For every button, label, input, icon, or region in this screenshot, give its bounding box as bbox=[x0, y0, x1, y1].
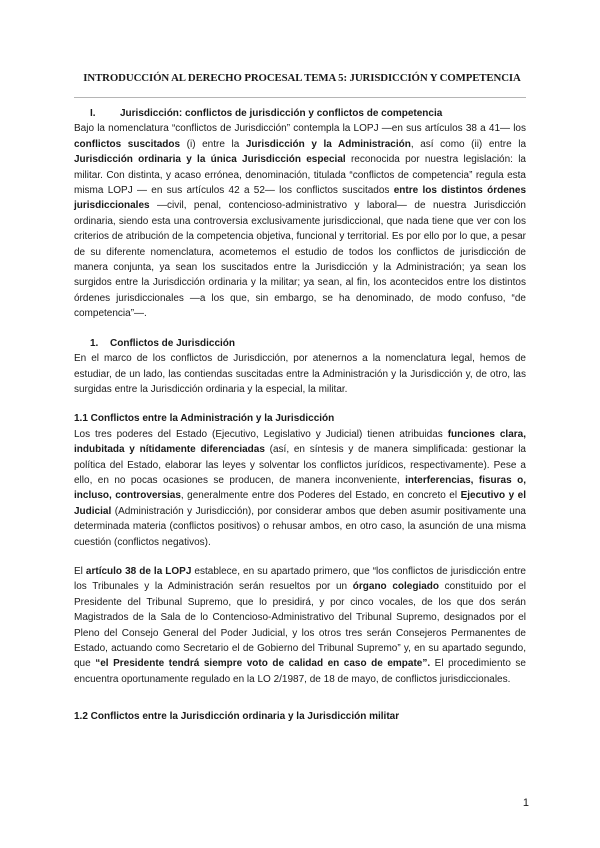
text-run: (así, en síntesis y de manera simplificada: gestionar la política del Estado, elaborar las leyes y solventar los conflictos jurídicos, respectivamente). Pese a ello, en no pocas ocasiones se producen, de manera inconveniente, bbox=[74, 444, 526, 486]
spacer bbox=[74, 550, 526, 564]
bold-run: entre los distintos órdenes jurisdiccionales bbox=[74, 185, 526, 212]
spacer bbox=[74, 397, 526, 411]
bold-run: “el Presidente tendrá siempre voto de calidad en caso de empate”. bbox=[95, 658, 431, 670]
document-body bbox=[74, 106, 526, 725]
bold-run: interferencias, fisuras o, incluso, controversias bbox=[74, 474, 526, 502]
text-run: Los tres poderes del Estado (Ejecutivo, Legislativo y Judicial) tienen atribuidas bbox=[74, 428, 448, 440]
bold-run: órgano colegiado bbox=[352, 581, 439, 593]
subsection-heading-administracion-jurisdiccion: 1.1 Conflictos entre la Administración y la Jurisdicción bbox=[74, 413, 335, 425]
page-number: 1 bbox=[522, 797, 529, 809]
paragraph-articulo-38 bbox=[74, 564, 526, 687]
text-run: (Administración y Jurisdicción), por considerar ambos que deben asumir positivamente una determinada materia (conflictos positivos) o rehusar ambos, en otro caso, la asunción de una misma cuestión (conflictos negativos). bbox=[74, 505, 526, 548]
text-run: reconocida por nuestra legislación: la militar. Con distinta, y acaso errónea, denominación, titulada “conflictos de competencia” regula esta misma LOPJ — en sus artículos 42 a 52— los conflictos suscitados bbox=[74, 154, 526, 197]
section-number: 1. bbox=[90, 337, 99, 349]
bold-run: Jurisdicción y la Administración bbox=[245, 138, 411, 150]
section-title: Conflictos de Jurisdicción bbox=[110, 337, 236, 349]
text-run: Bajo la nomenclatura “conflictos de Jurisdicción” contempla la LOPJ —en sus artículos 38 a 41— los bbox=[74, 123, 526, 135]
section-heading-conflictos-jurisdiccion bbox=[74, 336, 526, 351]
section-heading-jurisdiccion bbox=[74, 106, 526, 121]
spacer bbox=[74, 322, 526, 336]
bold-run: artículo 38 de la LOPJ bbox=[85, 565, 192, 577]
document-title: INTRODUCCIÓN AL DERECHO PROCESAL TEMA 5: JURISDICCIÓN Y COMPETENCIA bbox=[83, 72, 521, 84]
text-run: —civil, penal, contencioso-administrativo y laboral— de nuestra Jurisdicción ordinaria, siendo esta una controversia exclusivamente jurisdiccional, que nada tiene que ver con los criterios de atribución de la competencia objetiva, funcional y territorial. Es por ello por lo que, a pesar de su diferente nomenclatura, acometemos el estudio de todos los conflictos de jurisdicción de manera conjunta, ya sean los suscitados entre la Jurisdicción y la Administración; ya sean los surgidos entre la Jurisdicción ordinaria y la militar; ya sean, al fin, los acontecidos entre los distintos órdenes jurisdiccionales —a los que, sin embargo, se ha denominado, de modo confuso, “de competencia”—. bbox=[74, 200, 526, 320]
bold-run: conflictos suscitados bbox=[74, 138, 181, 150]
title-divider bbox=[74, 97, 526, 98]
text-run: , generalmente entre dos Poderes del Estado, en concreto el bbox=[180, 490, 461, 502]
section-title: Jurisdicción: conflictos de jurisdicción y conflictos de competencia bbox=[120, 108, 443, 119]
text-run: (i) entre la bbox=[180, 138, 246, 150]
spacer bbox=[74, 687, 526, 709]
section-number: I. bbox=[90, 108, 96, 119]
bold-run: funciones clara, indubitada y nítidamente diferenciadas bbox=[74, 428, 526, 456]
text-run: , así como (ii) entre la bbox=[410, 138, 527, 150]
text-run: constituido por el Presidente del Tribunal Supremo, que lo presidirá, y por cinco vocales, de los que dos serán Magistrados de la Sala de lo Contencioso-Administrativo del Tribunal Supremo, designados por el Pleno del Consejo General del Poder Judicial, y los otros tres serán Consejeros Permanentes de Estado, actuando como Secretario el de Gobierno del Tribunal Supremo” y, en su apartado segundo, que bbox=[74, 581, 527, 670]
subsection-heading-ordinaria-militar: 1.2 Conflictos entre la Jurisdicción ordinaria y la Jurisdicción militar bbox=[74, 711, 400, 723]
text-run: El procedimiento se encuentra oportunamente regulado en la LO 2/1987, de 18 de mayo, de conflictos jurisdiccionales. bbox=[74, 658, 526, 685]
text-run: establece, en su apartado primero, que “los conflictos de jurisdicción entre los Tribunales y la Administración serán resueltos por un bbox=[74, 565, 526, 593]
bold-run: Jurisdicción ordinaria y la única Jurisdicción especial bbox=[74, 154, 346, 166]
paragraph-poderes-estado bbox=[74, 427, 526, 550]
text-run: El bbox=[74, 565, 86, 577]
paragraph-intro bbox=[74, 121, 526, 321]
bold-run: Ejecutivo y el Judicial bbox=[74, 490, 526, 517]
paragraph-conflictos-intro: En el marco de los conflictos de Jurisdicción, por atenernos a la nomenclatura legal, hemos de estudiar, de un lado, las contiendas suscitadas entre la Administración y la Jurisdicción y, de otro, las surgidas entre la Jurisdicción ordinaria y la especial, la militar. bbox=[74, 353, 526, 395]
